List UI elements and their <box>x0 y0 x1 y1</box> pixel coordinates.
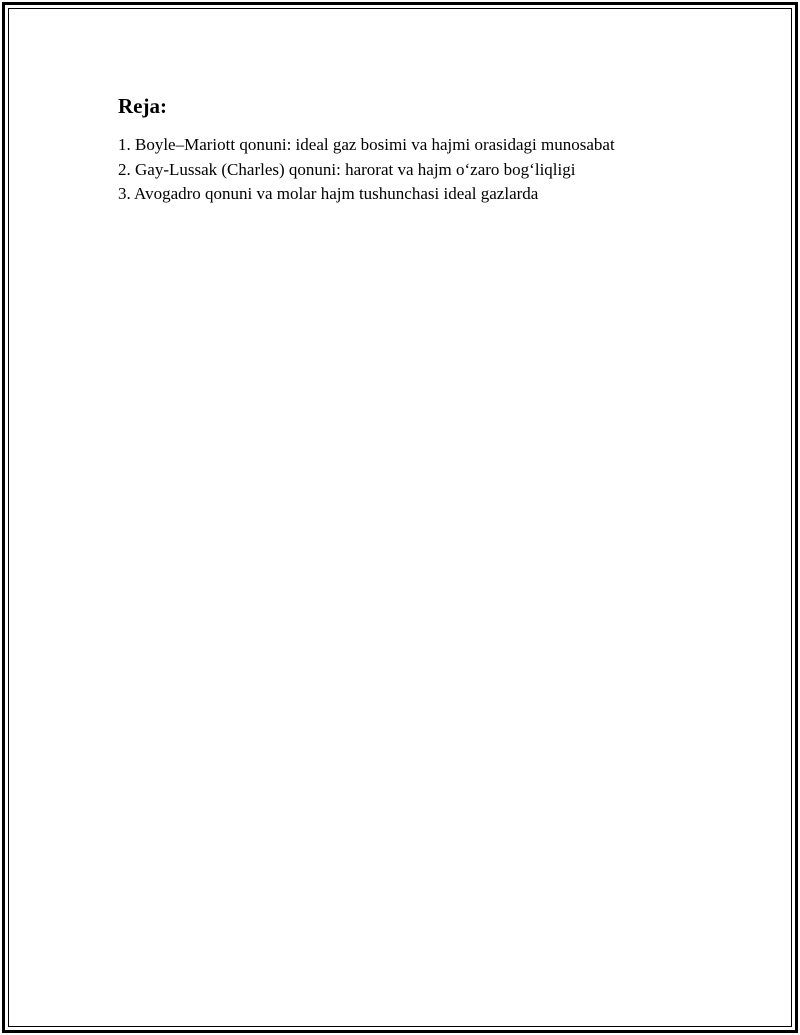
plan-list <box>118 133 718 207</box>
plan-item-1: 1. Boyle–Mariott qonuni: ideal gaz bosimi va hajmi orasidagi munosabat <box>118 135 615 154</box>
document-content <box>118 93 718 207</box>
plan-item-3: 3. Avogadro qonuni va molar hajm tushunchasi ideal gazlarda <box>118 184 539 203</box>
plan-heading: Reja: <box>118 94 167 118</box>
plan-item-2: 2. Gay-Lussak (Charles) qonuni: harorat va hajm o‘zaro bog‘liqligi <box>118 159 576 179</box>
